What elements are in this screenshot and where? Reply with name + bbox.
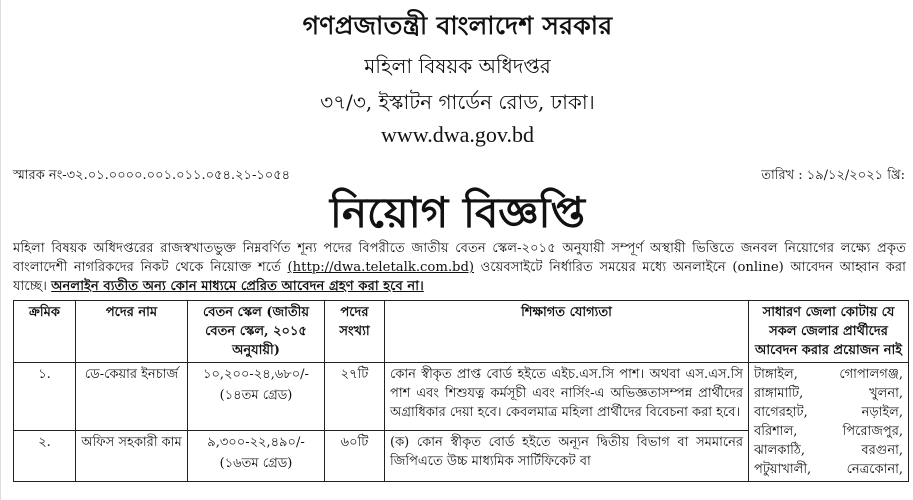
district-item: খুলনা, [869, 386, 903, 401]
district-item: বরগুনা, [861, 443, 903, 458]
intro-text-1: মহিলা বিষয়ক অধিদপ্তরের রাজস্বখাতভুক্ত নিম্নবর্ণিত শূন্য পদের বিপরীতে জাতীয় বেতন স্কেল-২০১৫ অনুযায়ী সম্পূর্ণ অস্থায়ী ভিত্তিতে জনবল নিয়োগের লক্ষ্যে প্রকৃত বাংলাদেশী নাগরিকদের নিকট থেকে নিয়োক্ত শর্তে [13, 241, 906, 275]
intro-text-2: ওয়েবসাইটে নির্ধারিত সময়ের মধ্যে অনলাইনে (online) আবেদন আহ্বান করা যাচ্ছে। [13, 260, 906, 294]
district-item: রাঙ্গামাটি, [754, 386, 804, 401]
row-post: ডে-কেয়ার ইনচার্জ [76, 363, 188, 431]
notice-title: নিয়োগ বিজ্ঞপ্তি [329, 188, 586, 237]
district-item: বরিশাল, [754, 424, 798, 439]
row-serial: ২. [14, 430, 76, 481]
vacancy-table [13, 300, 909, 482]
department-name: মহিলা বিষয়ক অধিদপ্তর [364, 54, 551, 78]
district-item: নড়াইল, [861, 405, 903, 420]
header-count: পদের সংখ্যা [325, 301, 385, 363]
intro-paragraph [13, 239, 906, 296]
header-quota: সাধারণ জেলা কোটায় যে সকল জেলার প্রার্থীদের আবেদন করার প্রয়োজন নাই [749, 301, 909, 363]
department-address: ৩৭/৩, ইস্কাটন গার্ডেন রোড, ঢাকা। [320, 90, 595, 114]
row-qualification: কোন স্বীকৃত প্রাপ্ত বোর্ড হইতে এইচ.এস.সি পাশ। অথবা এস.এস.সি পাশ এবং শিশুযত্ন কর্মসূচী এবং নার্সিং-এ অভিজ্ঞতাসম্পন্ন প্রার্থীদের অগ্রাধিকার দেয়া হবে। কেবলমাত্র মহিলা প্রার্থীদের বিবেচনা করা হবে। [385, 363, 749, 431]
website-link[interactable]: www.dwa.gov.bd [381, 122, 534, 147]
district-item: টাঙ্গাইল, [754, 367, 798, 382]
row-qualification: (ক) কোন স্বীকৃত বোর্ড হইতে অন্যূন দ্বিতীয় বিভাগ বা সমমানের জিপিএতে উচ্চ মাধ্যমিক সার্টিফিকেট বা [385, 430, 749, 481]
notice-date: তারিখ : ১৯/১২/২০২১ খ্রি: [761, 168, 905, 183]
header-post: পদের নাম [76, 301, 188, 363]
district-item: গোপালগঞ্জ, [839, 367, 903, 382]
row-serial: ১. [14, 363, 76, 431]
row-scale: ১০,২০০-২৪,৬৮০/- (১৪তম গ্রেড) [188, 363, 325, 431]
row-post: অফিস সহকারী কাম [76, 430, 188, 481]
district-item: ঝালকাঠি, [754, 443, 805, 458]
header-serial: ক্রমিক [14, 301, 76, 363]
table-header-row [14, 301, 909, 363]
header-scale: বেতন স্কেল (জাতীয় বেতন স্কেল, ২০১৫ অনুযায়ী) [188, 301, 325, 363]
header-qualification: শিক্ষাগত যোগ্যতা [385, 301, 749, 363]
row-scale: ৯,৩০০-২২,৪৯০/- (১৬তম গ্রেড) [188, 430, 325, 481]
district-item: বাগেরহাট, [754, 405, 808, 420]
memo-number: স্মারক নং-৩২.০১.০০০০.০০১.০১১.০৫৪.২১-১০৫৪ [13, 168, 291, 183]
district-item: পিরোজপুর, [842, 424, 903, 439]
table-row [14, 363, 909, 431]
row-count: ২৭টি [325, 363, 385, 431]
apply-link[interactable]: (http://dwa.teletalk.com.bd) [287, 260, 475, 275]
government-title: গণপ্রজাতন্ত্রী বাংলাদেশ সরকার [302, 11, 613, 40]
district-item: নেত্রকোনা, [846, 462, 903, 477]
online-only-warning: অনলাইন ব্যতীত অন্য কোন মাধ্যমে প্রেরিত আবেদন গ্রহণ করা হবে না। [51, 279, 424, 294]
district-item: পটুয়াখালী, [754, 462, 812, 477]
row-count: ৬০টি [325, 430, 385, 481]
quota-districts [749, 363, 909, 482]
